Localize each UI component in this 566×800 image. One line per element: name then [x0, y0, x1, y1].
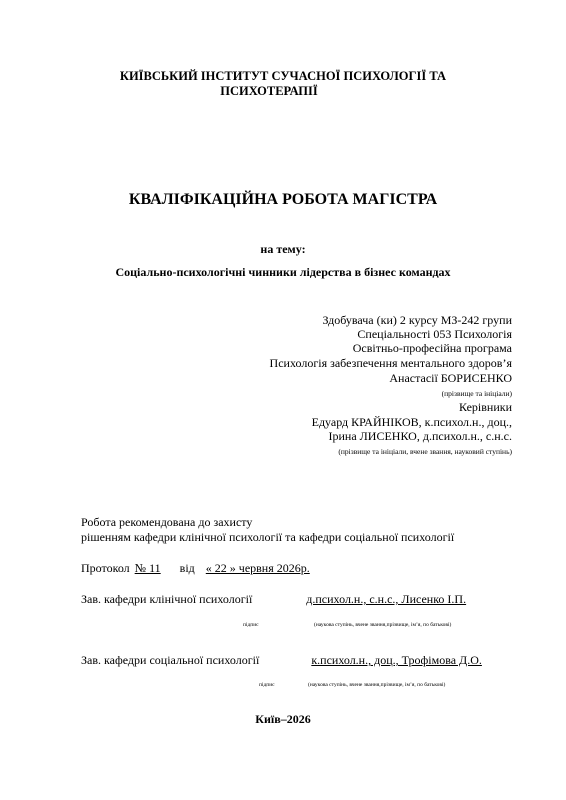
institution-line-2: ПСИХОТЕРАПІЇ: [220, 84, 318, 98]
protocol-row: [81, 561, 310, 576]
head1-row: [81, 592, 466, 607]
student-name: Анастасії БОРИСЕНКО: [389, 371, 512, 385]
protocol-number: № 11: [134, 561, 161, 575]
recommendation-line-1: Робота рекомендована до захисту: [81, 515, 253, 529]
theme-label: на тему:: [260, 242, 306, 256]
protocol-date: « 22 » червня 2026р.: [205, 561, 310, 575]
protocol-label: Протокол: [81, 561, 130, 575]
city-year: Київ–2026: [255, 712, 311, 726]
supervisor-1: Едуард КРАЙНІКОВ, к.психол.н., доц.,: [311, 415, 512, 429]
head1-label: Зав. кафедри клінічної психології: [81, 592, 253, 606]
head2-row: [81, 653, 482, 668]
head1-caption: (наукова ступінь, вчене звання,прізвище, ім’я, по батькові): [314, 622, 452, 628]
head1-value: д.психол.н., с.н.с., Лисенко І.П.: [306, 592, 467, 606]
recommendation-line-2: рішенням кафедри клінічної психології та кафедри соціальної психології: [81, 530, 455, 544]
institution-line-1: КИЇВСЬКИЙ ІНСТИТУТ СУЧАСНОЇ ПСИХОЛОГІЇ ТА: [119, 69, 447, 83]
student-program-type: Освітньо-професійна програма: [352, 341, 512, 355]
protocol-from: від: [179, 561, 195, 575]
head2-label: Зав. кафедри соціальної психології: [81, 653, 260, 667]
thesis-topic: Соціально-психологічні чинники лідерства в бізнес командах: [115, 265, 451, 279]
head2-sign-caption: підпис: [259, 682, 275, 688]
supervisor-2: Ірина ЛИСЕНКО, д.психол.н., с.н.с.: [328, 429, 512, 443]
student-specialty: Спеціальності 053 Психологія: [357, 327, 512, 341]
supervisors-caption: (прізвище та ініціали, вчене звання, науковий ступінь): [338, 447, 512, 456]
head1-sign-caption: підпис: [243, 622, 259, 628]
student-program: Психологія забезпечення ментального здоров’я: [269, 356, 512, 370]
head2-caption: (наукова ступінь, вчене звання,прізвище, ім’я, по батькові): [308, 682, 446, 688]
document-title: КВАЛІФІКАЦІЙНА РОБОТА МАГІСТРА: [128, 191, 438, 208]
supervisors-label: Керівники: [459, 400, 512, 414]
head2-value: к.психол.н., доц., Трофімова Д.О.: [311, 653, 482, 667]
student-course: Здобувача (ки) 2 курсу МЗ-242 групи: [322, 313, 512, 327]
student-name-caption: (прізвище та ініціали): [441, 389, 512, 398]
